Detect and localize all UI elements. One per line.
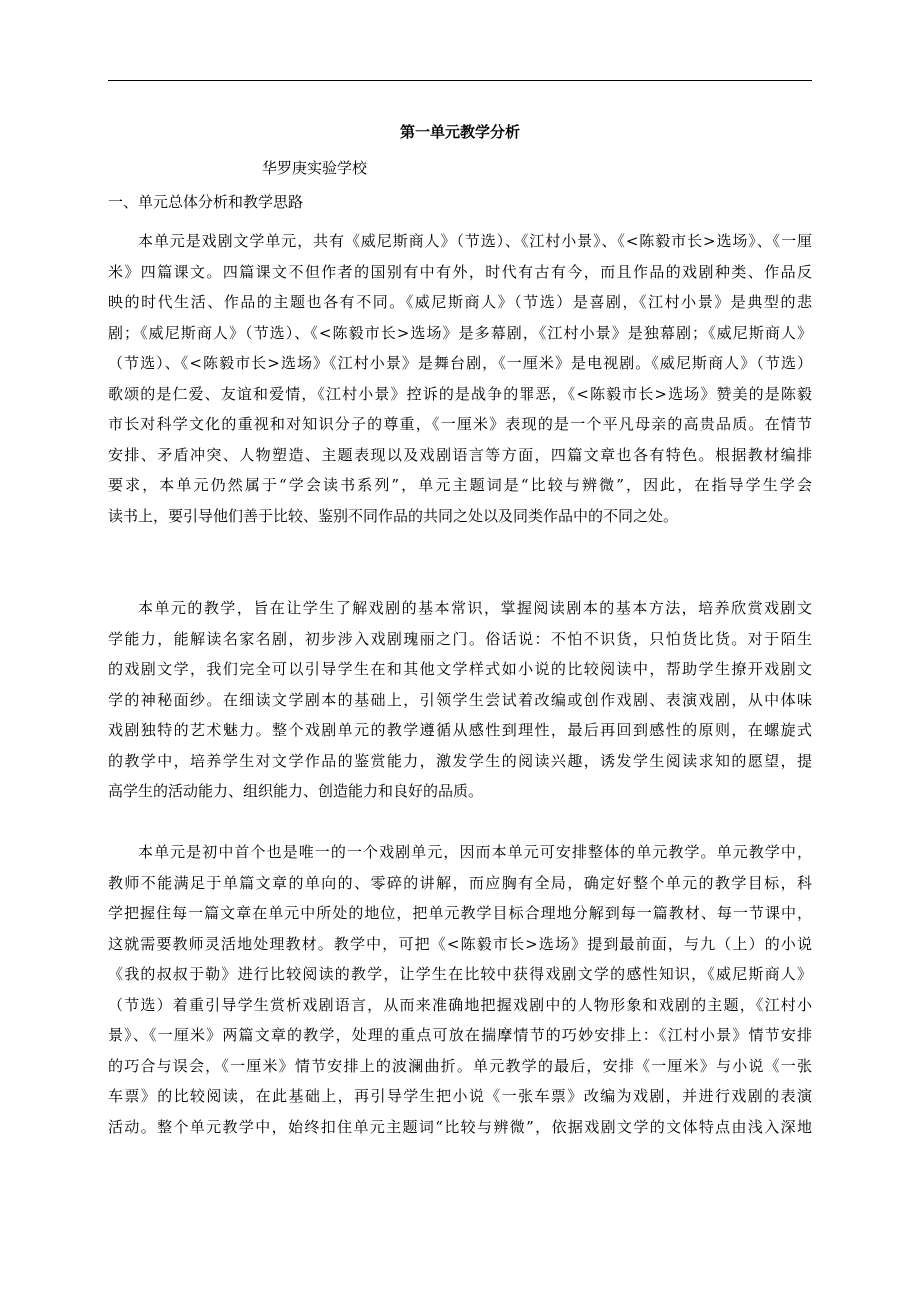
paragraph-2 <box>108 593 812 807</box>
paragraph-line: 本单元是初中首个也是唯一的一个戏剧单元，因而本单元可安排整体的单元教学。单元教学中， <box>138 843 812 861</box>
paragraph-line: 高学生的活动能力、组织能力、创造能力和良好的品质。 <box>108 782 484 800</box>
paragraph-line: 学把握住每一篇文章在单元中所处的地位，把单元教学目标合理地分解到每一篇教材、每一节课中， <box>108 904 812 922</box>
paragraph-line: 学能力，能解读名家名剧，初步涉入戏剧瑰丽之门。俗话说：不怕不识货，只怕货比货。对于陌生 <box>108 629 812 648</box>
paragraph-line: 这就需要教师灵活地处理教材。教学中，可把《<陈毅市长>选场》提到最前面，与九（上）的小说 <box>108 934 812 953</box>
paragraph-line: 景》、《一厘米》两篇文章的教学，处理的重点可放在揣摩情节的巧妙安排上：《江村小景》情节安排 <box>108 1026 812 1044</box>
paragraph-line: 米》四篇课文。四篇课文不但作者的国别有中有外，时代有古有今，而且作品的戏剧种类、作品反 <box>108 262 812 281</box>
paragraph-line: 要求，本单元仍然属于“学会读书系列”，单元主题词是“比较与辨微”，因此，在指导学生学会 <box>108 476 812 494</box>
paragraph-line: 本单元的教学，旨在让学生了解戏剧的基本常识，掌握阅读剧本的基本方法，培养欣赏戏剧文 <box>138 599 812 617</box>
paragraph-3 <box>108 837 812 1142</box>
paragraph-line: 本单元是戏剧文学单元，共有《威尼斯商人》（节选）、《江村小景》、《<陈毅市长>选场》、《一厘 <box>138 232 812 250</box>
paragraph-line: 车票》的比较阅读，在此基础上，再引导学生把小说《一张车票》改编为戏剧，并进行戏剧的表演 <box>108 1087 812 1105</box>
paragraph-line: （节选）、《<陈毅市长>选场》《江村小景》是舞台剧，《一厘米》是电视剧。《威尼斯商人》（节选） <box>108 354 812 372</box>
paragraph-1 <box>108 226 812 531</box>
paragraph-line: 市长对科学文化的重视和对知识分子的尊重，《一厘米》表现的是一个平凡母亲的高贵品质。在情节 <box>108 415 812 433</box>
paragraph-line: 安排、矛盾冲突、人物塑造、主题表现以及戏剧语言等方面，四篇文章也各有特色。根据教材编排 <box>108 445 812 464</box>
section-heading: 一、单元总体分析和教学思路 <box>108 193 304 211</box>
document-title: 第一单元教学分析 <box>399 123 520 141</box>
paragraph-line: 的教学中，培养学生对文学作品的鉴赏能力，激发学生的阅读兴趣，诱发学生阅读求知的愿望，提 <box>108 751 812 770</box>
school-name: 华罗庚实验学校 <box>262 159 368 177</box>
paragraph-line: 歌颂的是仁爱、友谊和爱情，《江村小景》控诉的是战争的罪恶，《<陈毅市长>选场》赞美的是陈毅 <box>108 384 812 403</box>
paragraph-line: （节选）着重引导学生赏析戏剧语言，从而来准确地把握戏剧中的人物形象和戏剧的主题，《江村小 <box>108 995 812 1014</box>
paragraph-line: 《我的叔叔于勒》进行比较阅读的教学，让学生在比较中获得戏剧文学的感性知识，《威尼斯商人》 <box>108 965 812 983</box>
paragraph-line: 的巧合与误会，《一厘米》情节安排上的波澜曲折。单元教学的最后，安排《一厘米》与小说《一张 <box>108 1056 812 1075</box>
paragraph-line: 活动。整个单元教学中，始终扣住单元主题词“比较与辨微”，依据戏剧文学的文体特点由浅入深地 <box>108 1117 812 1136</box>
paragraph-line: 剧；《威尼斯商人》（节选）、《<陈毅市长>选场》是多幕剧，《江村小景》是独幕剧；《威尼斯商人》 <box>108 323 812 342</box>
paragraph-line: 教师不能满足于单篇文章的单向的、零碎的讲解，而应胸有全局，确定好整个单元的教学目标，科 <box>108 873 812 892</box>
paragraph-line: 戏剧独特的艺术魅力。整个戏剧单元的教学遵循从感性到理性，最后再回到感性的原则，在螺旋式 <box>108 721 812 739</box>
paragraph-line: 映的时代生活、作品的主题也各有不同。《威尼斯商人》（节选）是喜剧，《江村小景》是典型的悲 <box>108 293 812 311</box>
paragraph-line: 读书上，要引导他们善于比较、鉴别不同作品的共同之处以及同类作品中的不同之处。 <box>108 506 679 525</box>
paragraph-line: 的戏剧文学，我们完全可以引导学生在和其他文学样式如小说的比较阅读中，帮助学生撩开戏剧文 <box>108 660 812 678</box>
header-rule <box>108 80 812 81</box>
paragraph-line: 学的神秘面纱。在细读文学剧本的基础上，引领学生尝试着改编或创作戏剧、表演戏剧，从中体味 <box>108 690 812 709</box>
